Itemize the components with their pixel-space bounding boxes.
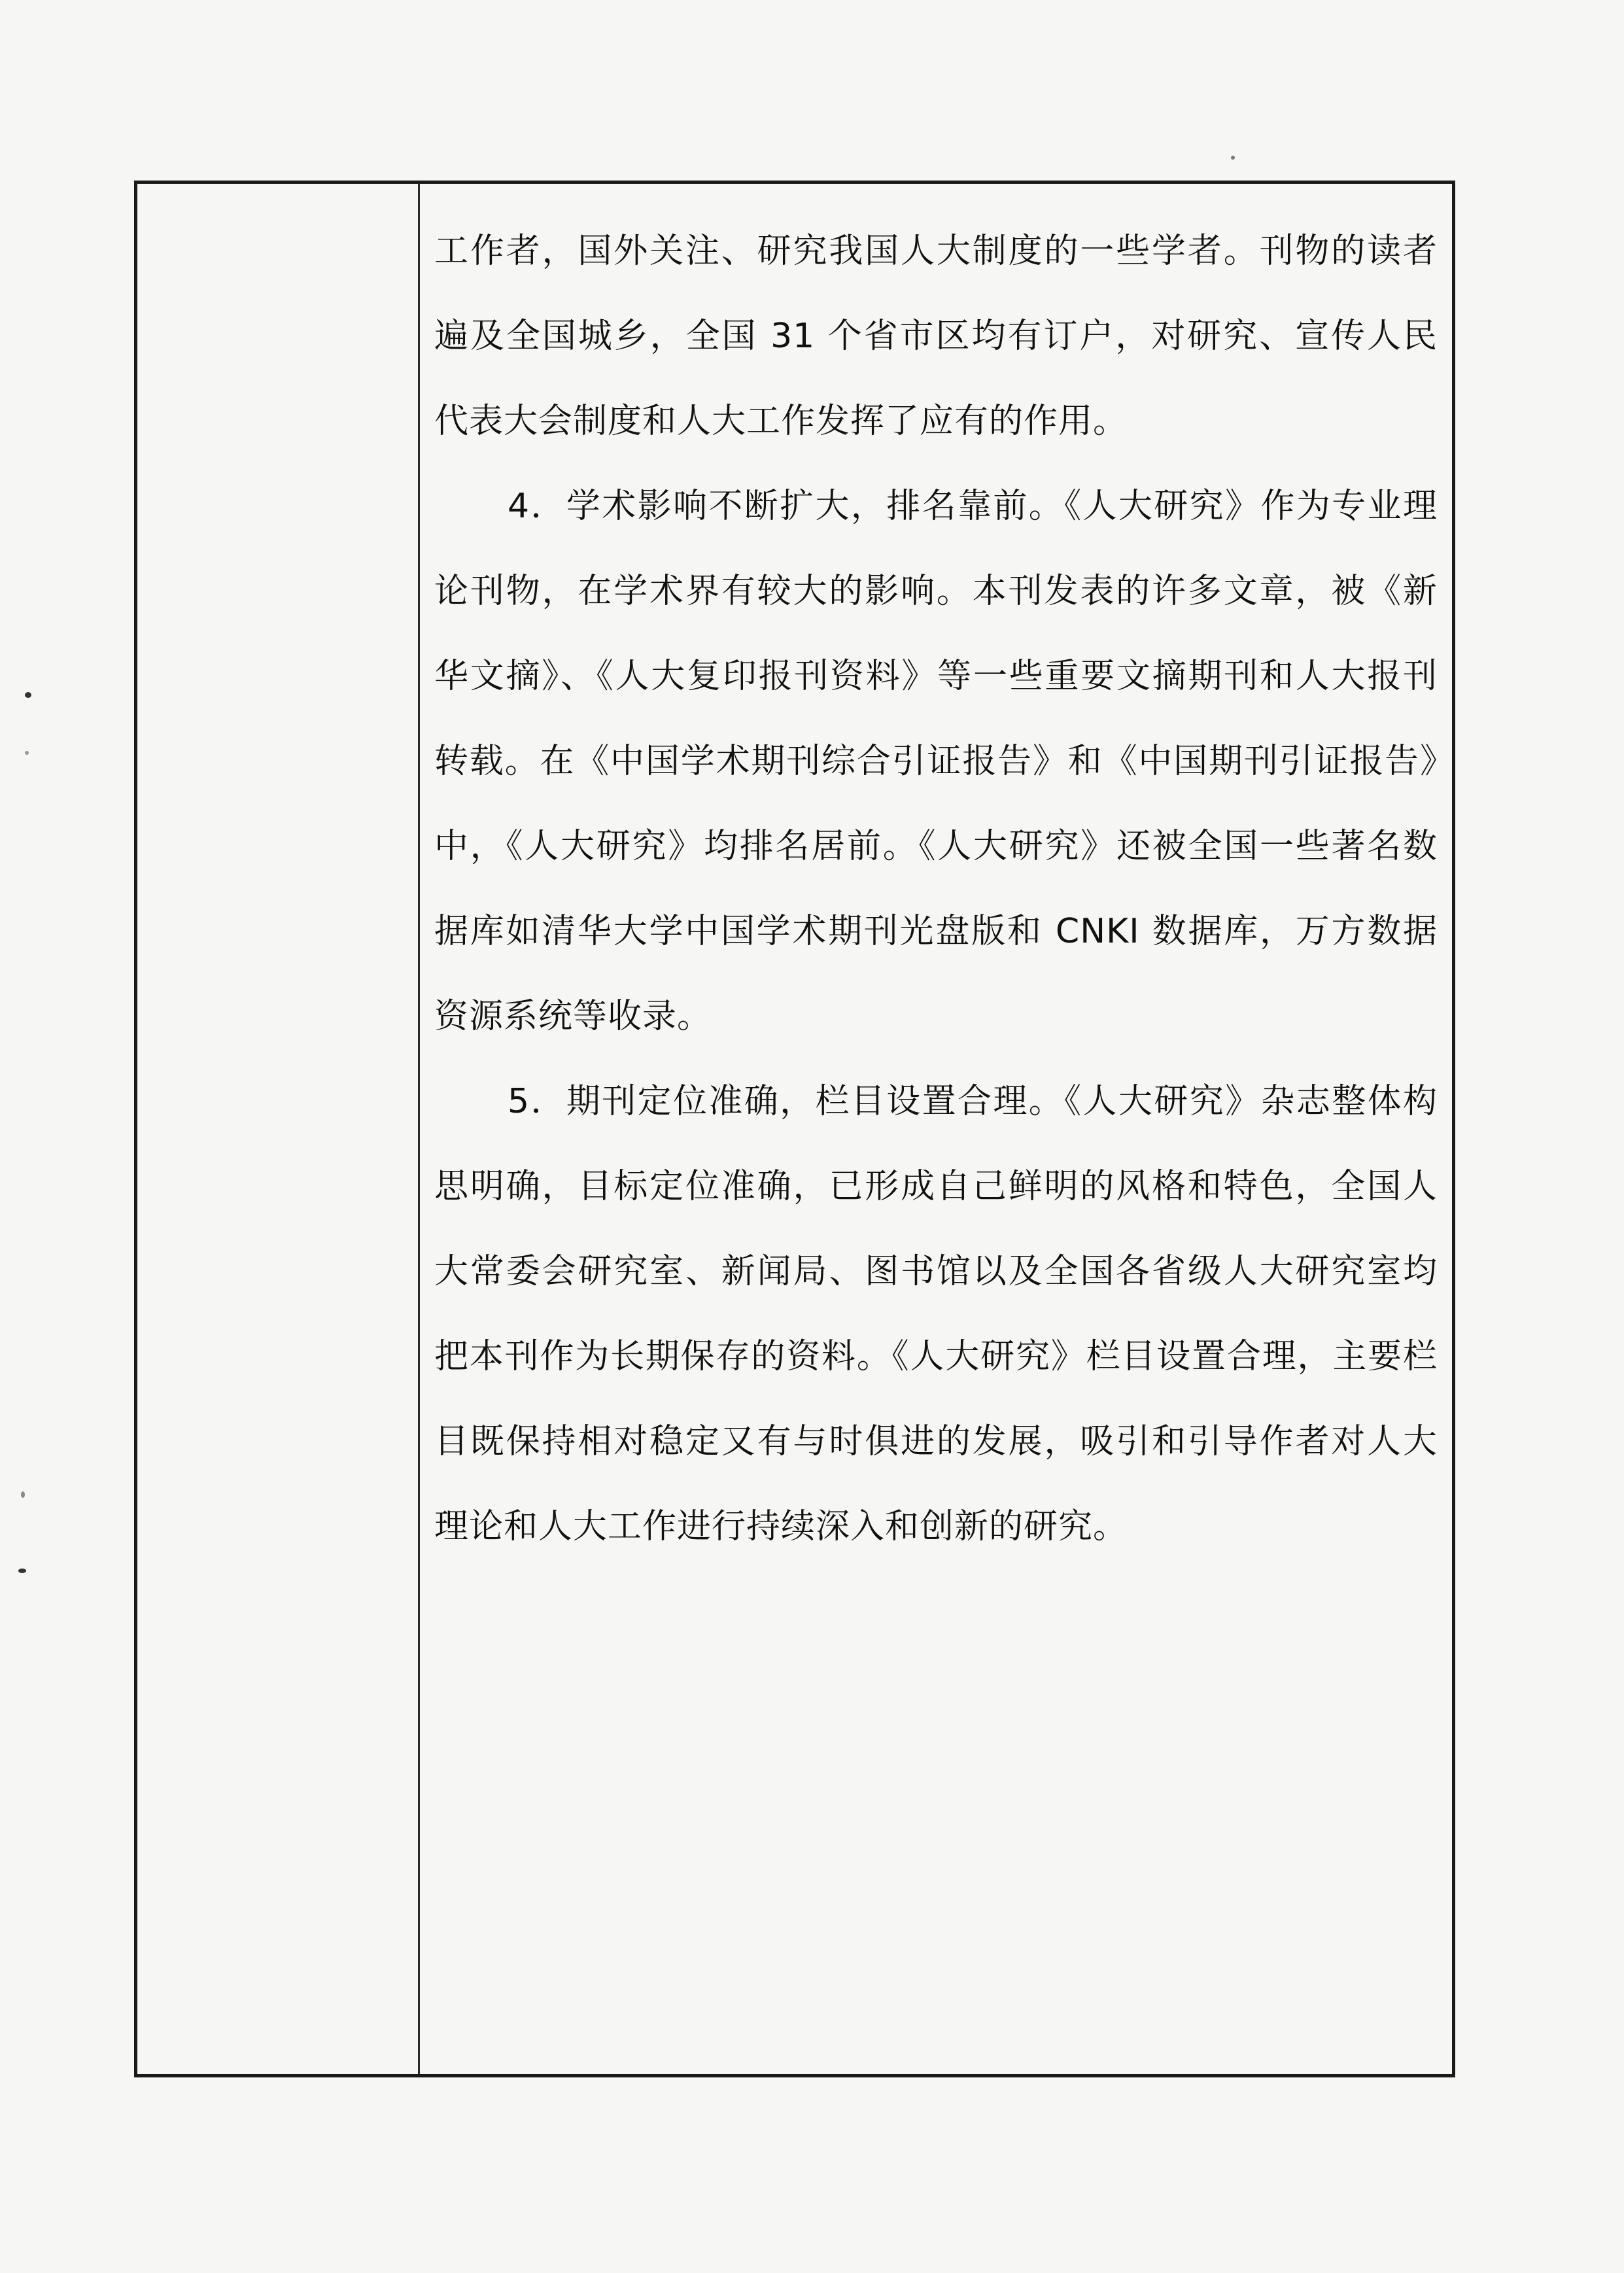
scan-speck [18,1569,26,1573]
label-column-cell [137,184,420,2074]
body-paragraph-3: 5．期刊定位准确，栏目设置合理。《人大研究》杂志整体构思明确，目标定位准确，已形成自己鲜明的风格和特色，全国人大常委会研究室、新闻局、图书馆以及全国各省级人大研究室均把本刊作为长期保存的资料。《人大研究》栏目设置合理，主要栏目既保持相对稳定又有与时俱进的发展，吸引和引导作者对人大理论和人大工作进行持续深入和创新的研究。 [434,1082,1438,1546]
body-paragraph-1: 工作者，国外关注、研究我国人大制度的一些学者。刊物的读者遍及全国城乡，全国 31 个省市区均有订户，对研究、宣传人民代表大会制度和人大工作发挥了应有的作用。 [434,232,1438,441]
body-paragraph-2: 4．学术影响不断扩大，排名靠前。《人大研究》作为专业理论刊物，在学术界有较大的影响。本刊发表的许多文章，被《新华文摘》、《人大复印报刊资料》等一些重要文摘期刊和人大报刊转载。在《中国学术期刊综合引证报告》和《中国期刊引证报告》中，《人大研究》均排名居前。《人大研究》还被全国一些著名数据库如清华大学中国学术期刊光盘版和 CNKI 数据库，万方数据资源系统等收录。 [434,487,1438,1036]
content-cell [420,184,1452,2074]
scan-speck [21,1491,25,1498]
form-table [134,181,1455,2077]
scan-speck [1231,156,1235,160]
scan-speck [25,692,31,698]
scan-speck [25,751,29,755]
